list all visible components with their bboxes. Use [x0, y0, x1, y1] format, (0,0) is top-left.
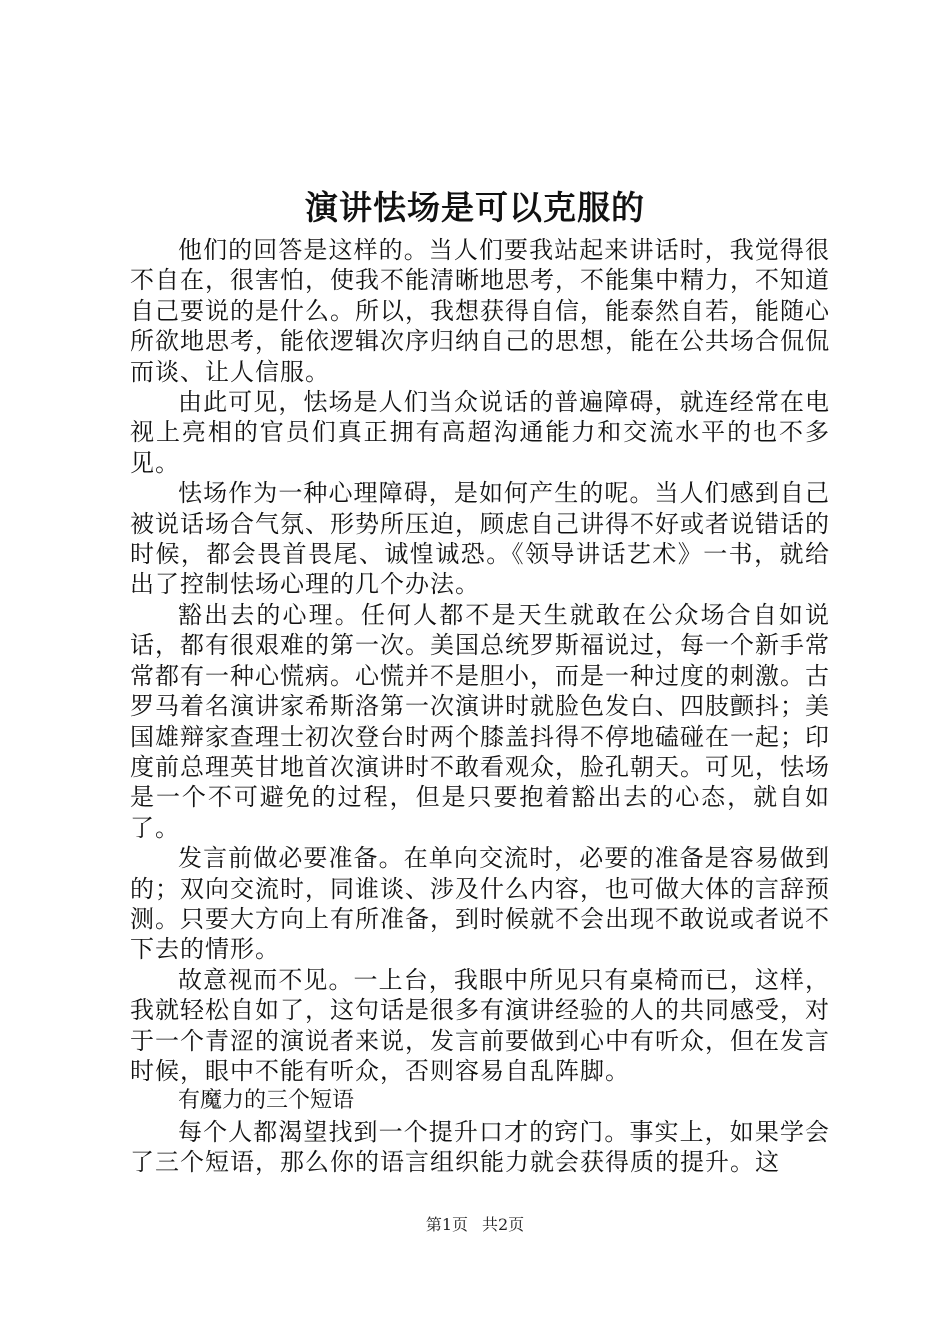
paragraph-2: 由此可见，怯场是人们当众说话的普遍障碍，就连经常在电视上亮相的官员们真正拥有高超沟通能力和交流水平的也不多见。 — [130, 388, 830, 477]
paragraph-7: 每个人都渴望找到一个提升口才的窍门。事实上，如果学会了三个短语，那么你的语言组织能力就会获得质的提升。这 — [130, 1117, 830, 1177]
paragraph-6: 故意视而不见。一上台，我眼中所见只有桌椅而已，这样，我就轻松自如了，这句话是很多有演讲经验的人的共同感受，对于一个青涩的演说者来说，发言前要做到心中有听众，但在发言时候，眼中不能有听众，否则容易自乱阵脚。 — [130, 965, 830, 1085]
document-body — [130, 235, 830, 1178]
page-number: 第1页 — [425, 1215, 468, 1234]
document-title: 演讲怯场是可以克服的 — [305, 188, 645, 227]
section-subheading: 有魔力的三个短语 — [178, 1088, 355, 1114]
page-total: 共2页 — [482, 1215, 525, 1234]
paragraph-4: 豁出去的心理。任何人都不是天生就敢在公众场合自如说话，都有很艰难的第一次。美国总统罗斯福说过，每一个新手常常都有一种心慌病。心慌并不是胆小，而是一种过度的刺激。古罗马着名演讲家希斯洛第一次演讲时就脸色发白、四肢颤抖；美国雄辩家查理士初次登台时两个膝盖抖得不停地磕碰在一起；印度前总理英甘地首次演讲时不敢看观众，脸孔朝天。可见，怯场是一个不可避免的过程，但是只要抱着豁出去的心态，就自如了。 — [130, 600, 830, 842]
paragraph-3: 怯场作为一种心理障碍，是如何产生的呢。当人们感到自己被说话场合气氛、形势所压迫，顾虑自己讲得不好或者说错话的时候，都会畏首畏尾、诚惶诚恐。《领导讲话艺术》一书，就给出了控制怯场心理的几个办法。 — [130, 479, 830, 599]
paragraph-1: 他们的回答是这样的。当人们要我站起来讲话时，我觉得很不自在，很害怕，使我不能清晰地思考，不能集中精力，不知道自己要说的是什么。所以，我想获得自信，能泰然自若，能随心所欲地思考，能依逻辑次序归纳自己的思想，能在公共场合侃侃而谈、让人信服。 — [130, 236, 830, 386]
paragraph-5: 发言前做必要准备。在单向交流时，必要的准备是容易做到的；双向交流时，同谁谈、涉及什么内容，也可做大体的言辞预测。只要大方向上有所准备，到时候就不会出现不敢说或者说不下去的情形。 — [130, 844, 830, 964]
page-footer — [0, 1214, 950, 1236]
